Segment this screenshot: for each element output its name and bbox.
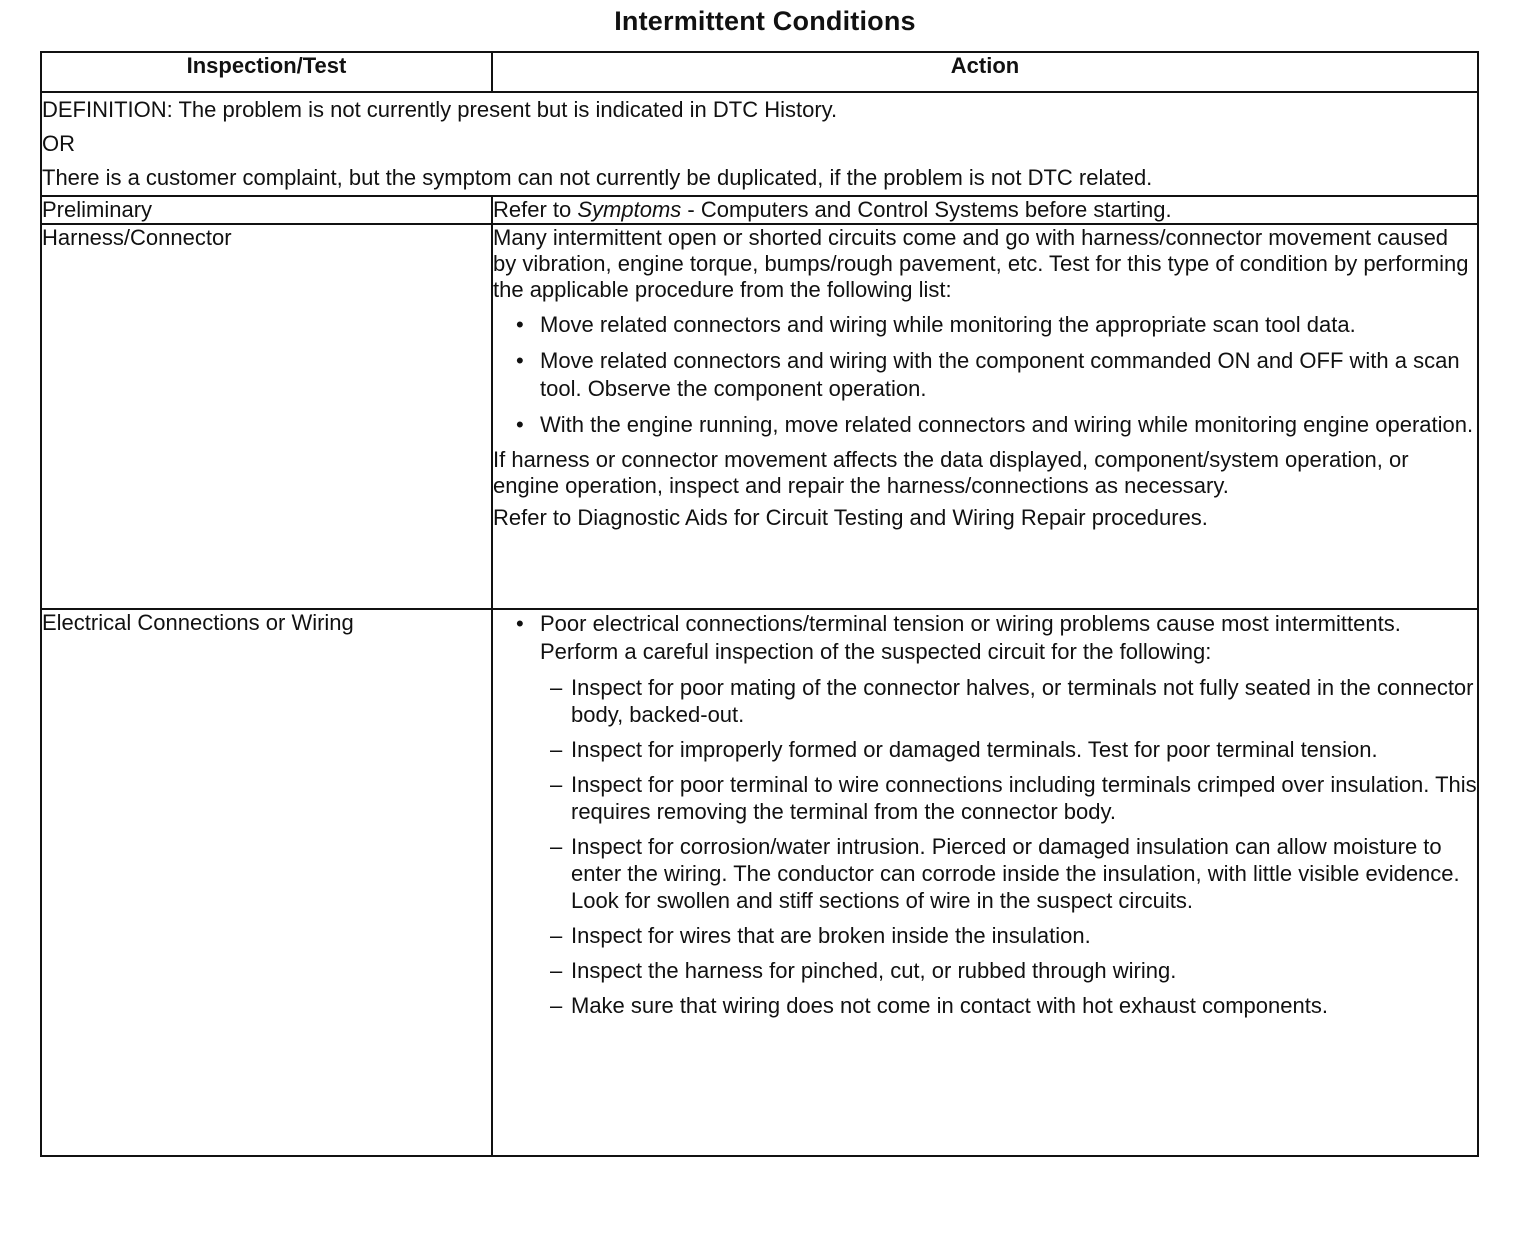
action-text: Refer to (493, 197, 578, 222)
action-followup: If harness or connector movement affects the data displayed, component/system operation, or engine operation, inspect and repair the harness/connections as necessary. (493, 447, 1409, 498)
bullet-icon: • (516, 611, 524, 636)
definition-or: OR (42, 131, 75, 156)
symptoms-reference: Symptoms (577, 197, 682, 222)
action-cell (492, 609, 1478, 1156)
header-action: Action (492, 52, 1478, 92)
inspection-cell: Preliminary (41, 196, 492, 224)
sublist-item-text: Inspect for wires that are broken inside the insulation. (571, 923, 1091, 948)
bullet-icon: • (516, 312, 524, 337)
list-item (493, 411, 1477, 439)
definition-cell (41, 92, 1478, 196)
sublist-item-text: Inspect for poor mating of the connector halves, or terminals not fully seated in the connector body, backed-out. (571, 675, 1474, 727)
inspection-cell: Electrical Connections or Wiring (41, 609, 492, 1156)
action-text: - Computers and Control Systems before starting. (681, 197, 1172, 222)
action-intro: Many intermittent open or shorted circuits come and go with harness/connector movement caused by vibration, engine torque, bumps/rough pavement, etc. Test for this type of condition by performing the applicable procedure from the following list: (493, 225, 1469, 302)
dash-icon: – (550, 958, 563, 983)
sublist-item (540, 674, 1477, 728)
list-item-text: With the engine running, move related connectors and wiring while monitoring engine operation. (540, 412, 1474, 437)
table-row (41, 224, 1478, 609)
inspection-sublist (540, 674, 1477, 1019)
table-row (41, 196, 1478, 224)
dash-icon: – (550, 772, 563, 797)
sublist-item-text: Inspect for improperly formed or damaged terminals. Test for poor terminal tension. (571, 737, 1378, 762)
dash-icon: – (550, 737, 563, 762)
procedure-list (493, 311, 1477, 439)
dash-icon: – (550, 675, 563, 700)
sublist-item (540, 922, 1477, 949)
intermittent-conditions-table (40, 51, 1479, 1157)
list-item-text: Poor electrical connections/terminal tension or wiring problems cause most intermittents. Perform a careful inspection of the suspected circuit for the following: (540, 611, 1401, 664)
action-refer: Refer to Diagnostic Aids for Circuit Testing and Wiring Repair procedures. (493, 505, 1208, 530)
definition-alt-text: There is a customer complaint, but the symptom can not currently be duplicated, if the problem is not DTC related. (42, 165, 1153, 190)
list-item-text: Move related connectors and wiring while monitoring the appropriate scan tool data. (540, 312, 1356, 337)
dash-icon: – (550, 923, 563, 948)
dash-icon: – (550, 993, 563, 1018)
definition-text: DEFINITION: The problem is not currently present but is indicated in DTC History. (42, 97, 838, 122)
inspection-cell: Harness/Connector (41, 224, 492, 609)
definition-row (41, 92, 1478, 196)
table-row (41, 609, 1478, 1156)
sublist-item (540, 833, 1477, 914)
sublist-item-text: Inspect for corrosion/water intrusion. Pierced or damaged insulation can allow moisture to enter the wiring. The conductor can corrode inside the insulation, with little visible evidence. Look for swollen and stiff sections of wire in the suspect circuits. (571, 834, 1460, 913)
sublist-item-text: Inspect for poor terminal to wire connections including terminals crimped over insulation. This requires removing the terminal from the connector body. (571, 772, 1477, 824)
list-item (493, 311, 1477, 339)
sublist-item (540, 771, 1477, 825)
sublist-item-text: Inspect the harness for pinched, cut, or rubbed through wiring. (571, 958, 1177, 983)
list-item-text: Move related connectors and wiring with the component commanded ON and OFF with a scan tool. Observe the component operation. (540, 348, 1460, 401)
bullet-icon: • (516, 348, 524, 373)
header-inspection-test: Inspection/Test (41, 52, 492, 92)
sublist-item (540, 992, 1477, 1019)
sublist-item (540, 957, 1477, 984)
bullet-icon: • (516, 412, 524, 437)
action-cell (492, 224, 1478, 609)
page-title: Intermittent Conditions (614, 6, 916, 36)
list-item (493, 347, 1477, 403)
list-item (493, 610, 1477, 1019)
action-cell (492, 196, 1478, 224)
sublist-item (540, 736, 1477, 763)
dash-icon: – (550, 834, 563, 859)
table-header-row (41, 52, 1478, 92)
sublist-item-text: Make sure that wiring does not come in contact with hot exhaust components. (571, 993, 1328, 1018)
